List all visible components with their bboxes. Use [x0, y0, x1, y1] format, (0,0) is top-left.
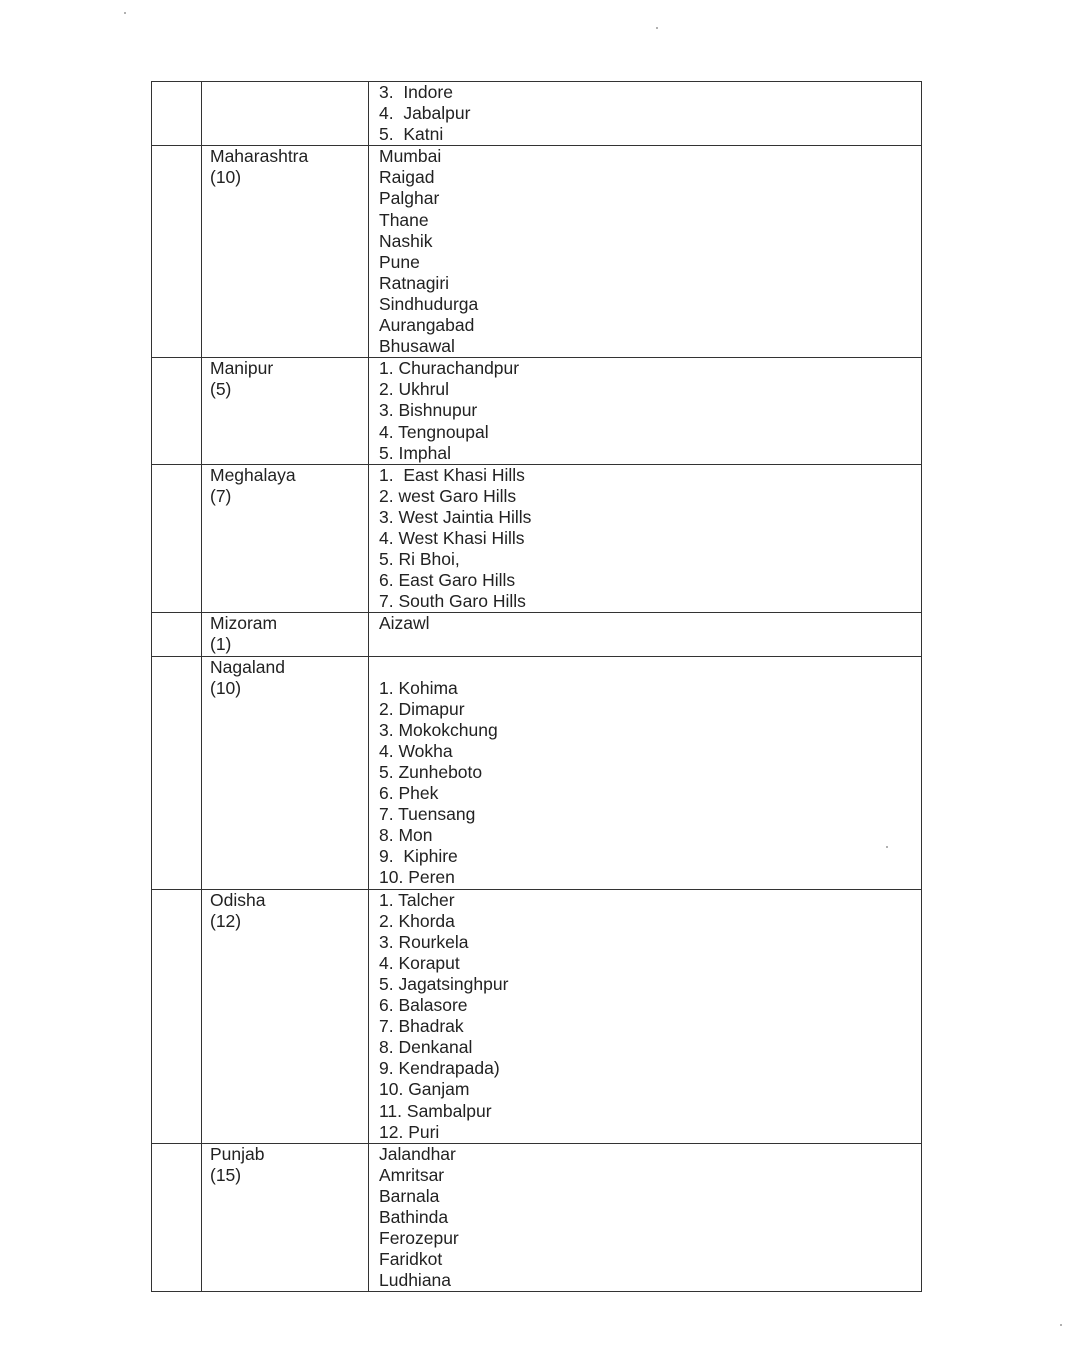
table-row	[152, 656, 922, 889]
districts-cell	[369, 889, 922, 1143]
district-item: 3. Bishnupur	[379, 400, 478, 421]
district-item: Thane	[379, 209, 429, 230]
district-count: (10)	[210, 677, 242, 698]
district-item: 4. Tengnoupal	[379, 421, 489, 442]
district-item: 2. Khorda	[379, 910, 455, 931]
state-cell	[202, 464, 369, 613]
district-item: Raigad	[379, 167, 435, 188]
district-item: Mumbai	[379, 146, 442, 167]
district-item: 4. Koraput	[379, 952, 460, 973]
table-row	[152, 82, 922, 146]
scan-speck	[124, 12, 126, 14]
serial-cell	[152, 613, 202, 656]
district-item: 1. Churachandpur	[379, 358, 520, 379]
state-name: Manipur	[210, 358, 274, 379]
district-item: 8. Mon	[379, 825, 433, 846]
district-item: Pune	[379, 251, 420, 272]
district-item: 7. South Garo Hills	[379, 591, 526, 612]
state-name: Punjab	[210, 1143, 265, 1164]
district-item: Nashik	[379, 230, 433, 251]
scan-speck	[1060, 1324, 1062, 1326]
districts-cell	[369, 613, 922, 656]
district-item: 5. Imphal	[379, 442, 451, 463]
district-count: (5)	[210, 379, 232, 400]
districts-cell	[369, 358, 922, 464]
state-name: Maharashtra	[210, 146, 309, 167]
state-name: Odisha	[210, 889, 266, 910]
district-item: 2. west Garo Hills	[379, 485, 517, 506]
scan-speck	[656, 27, 658, 29]
district-item: Aizawl	[379, 613, 430, 634]
district-item: 12. Puri	[379, 1121, 440, 1142]
state-cell	[202, 82, 369, 146]
district-item: 3. West Jaintia Hills	[379, 506, 532, 527]
district-item: 10. Peren	[379, 867, 455, 888]
district-item: 1. Talcher	[379, 889, 455, 910]
district-item: 9. Kiphire	[379, 846, 458, 867]
state-name	[210, 82, 368, 103]
table-row	[152, 358, 922, 464]
district-count: (15)	[210, 1164, 242, 1185]
serial-cell	[152, 358, 202, 464]
district-item: 9. Kendrapada)	[379, 1058, 500, 1079]
district-item: 6. Phek	[379, 783, 439, 804]
district-item	[379, 657, 921, 678]
district-count: (1)	[210, 634, 232, 655]
state-name: Nagaland	[210, 656, 285, 677]
district-count: (10)	[210, 167, 242, 188]
district-table	[151, 81, 922, 1292]
district-count: (12)	[210, 910, 242, 931]
districts-cell	[369, 146, 922, 358]
state-name: Mizoram	[210, 613, 278, 634]
district-count: (7)	[210, 485, 232, 506]
district-item: 1. Kohima	[379, 677, 458, 698]
district-item: 4. Wokha	[379, 740, 453, 761]
district-item: 3. Mokokchung	[379, 719, 498, 740]
table-row	[152, 146, 922, 358]
district-item: 7. Bhadrak	[379, 1016, 464, 1037]
state-cell	[202, 656, 369, 889]
district-item: Jalandhar	[379, 1143, 456, 1164]
state-cell	[202, 613, 369, 656]
districts-cell	[369, 1143, 922, 1292]
serial-cell	[152, 146, 202, 358]
district-item: Faridkot	[379, 1249, 443, 1270]
district-item: Amritsar	[379, 1164, 445, 1185]
district-item: 5. Zunheboto	[379, 762, 483, 782]
district-item: 5. Jagatsinghpur	[379, 973, 509, 994]
serial-cell	[152, 656, 202, 889]
district-item: 3. Rourkela	[379, 931, 469, 952]
table-row	[152, 613, 922, 656]
district-item: 11. Sambalpur	[379, 1100, 492, 1121]
serial-cell	[152, 82, 202, 146]
district-item: Ratnagiri	[379, 272, 450, 293]
serial-cell	[152, 1143, 202, 1292]
table-row	[152, 1143, 922, 1292]
district-item: 7. Tuensang	[379, 804, 476, 825]
district-item: Ferozepur	[379, 1228, 459, 1249]
district-item: 2. Dimapur	[379, 698, 465, 719]
district-item: 5. Katni	[379, 124, 444, 145]
districts-cell	[369, 656, 922, 889]
district-item: 4. West Khasi Hills	[379, 527, 525, 548]
district-item: 6. East Garo Hills	[379, 570, 516, 591]
district-item: 5. Ri Bhoi,	[379, 549, 460, 570]
state-cell	[202, 889, 369, 1143]
district-item: 10. Ganjam	[379, 1079, 470, 1100]
district-item: Bathinda	[379, 1206, 449, 1227]
districts-cell	[369, 464, 922, 613]
district-table-body	[152, 82, 922, 1292]
table-row	[152, 889, 922, 1143]
district-item: 2. Ukhrul	[379, 379, 450, 400]
district-item: Palghar	[379, 188, 440, 209]
districts-cell	[369, 82, 922, 146]
district-item: 4. Jabalpur	[379, 103, 471, 124]
state-cell	[202, 146, 369, 358]
district-item: Barnala	[379, 1185, 440, 1206]
district-item: 6. Balasore	[379, 995, 468, 1016]
district-item: 3. Indore	[379, 82, 453, 102]
district-item: Ludhiana	[379, 1270, 452, 1291]
district-item: Bhusawal	[379, 336, 455, 357]
district-item: Sindhudurga	[379, 293, 479, 314]
state-cell	[202, 1143, 369, 1292]
district-item: Aurangabad	[379, 315, 475, 336]
state-name: Meghalaya	[210, 464, 296, 485]
state-cell	[202, 358, 369, 464]
table-row	[152, 464, 922, 613]
district-item: 8. Denkanal	[379, 1037, 473, 1058]
district-count	[210, 103, 368, 124]
serial-cell	[152, 464, 202, 613]
serial-cell	[152, 889, 202, 1143]
district-item: 1. East Khasi Hills	[379, 464, 525, 485]
